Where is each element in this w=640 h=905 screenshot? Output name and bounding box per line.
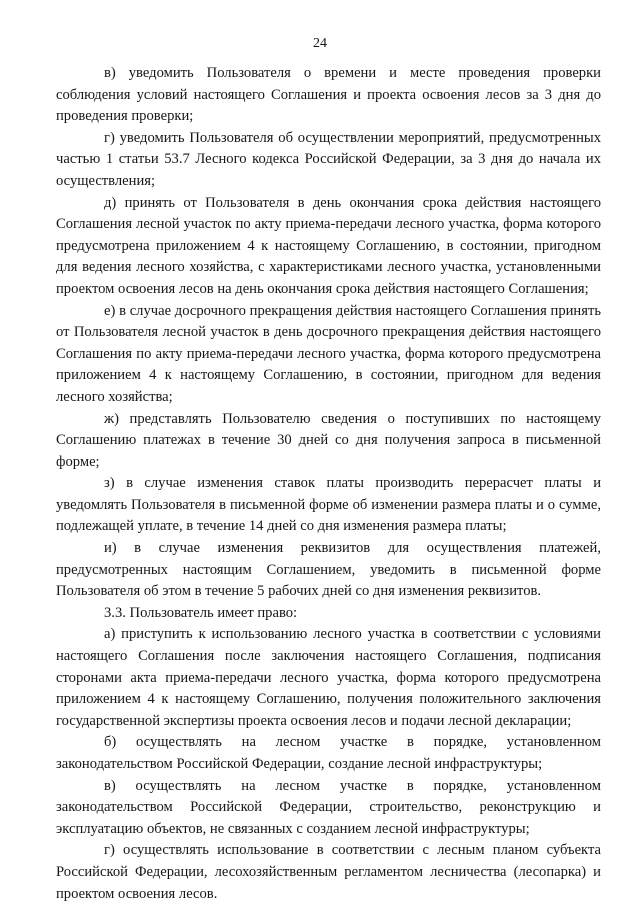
paragraph-z-recalculate-payment: з) в случае изменения ставок платы производить перерасчет платы и уведомлять Пользователя в письменной форме об изменении размера платы и о сумме, подлежащей уплате, в течение 14 дней со дня изменения размера платы;	[56, 475, 601, 535]
paragraph-d-accept-plot-end-term: д) принять от Пользователя в день окончания срока действия настоящего Соглашения лесной участок по акту приема-передачи лесного участка, форма которого предусмотрена приложением 4 к настоящему Соглашению, в состоянии, пригодном для ведения лесного хозяйства, с характеристиками лесного участка, установленными проектом освоения лесов на день окончания срока действия настоящего Соглашения;	[56, 194, 601, 297]
paragraph-b-forest-infrastructure: б) осуществлять на лесном участке в порядке, установленном законодательством Российской Федерации, создание лесной инфраструктуры;	[56, 734, 601, 772]
paragraph-i-change-requisites: и) в случае изменения реквизитов для осуществления платежей, предусмотренных настоящим Соглашением, уведомить в письменной форме Пользователя об этом в течение 5 рабочих дней со дня изменения реквизитов.	[56, 540, 601, 600]
paragraph-a-start-use: а) приступить к использованию лесного участка в соответствии с условиями настоящего Соглашения после заключения настоящего Соглашения, подписания сторонами акта приема-передачи лесного участка, форма которого предусмотрена приложением 4 к настоящему Соглашению, получения положительного заключения государственной экспертизы проекта освоения лесов и подачи лесной декларации;	[56, 626, 601, 729]
document-body	[56, 63, 601, 905]
page-number: 24	[313, 36, 327, 51]
paragraph-e-accept-plot-early-termination: е) в случае досрочного прекращения действия настоящего Соглашения принять от Пользователя лесной участок в день досрочного прекращения действия настоящего Соглашения по акту приема-передачи лесного участка, форма которого предусмотрена приложением 4 к настоящему Соглашению, в состоянии, пригодном для ведения лесного хозяйства;	[56, 302, 601, 405]
paragraph-zh-payment-info: ж) представлять Пользователю сведения о поступивших по настоящему Соглашению платежах в течение 30 дней со дня получения запроса в письменной форме;	[56, 410, 601, 470]
paragraph-v-notify-inspection: в) уведомить Пользователя о времени и месте проведения проверки соблюдения условий настоящего Соглашения и проекта освоения лесов за 3 дня до проведения проверки;	[56, 65, 601, 125]
paragraph-g-use-per-plan: г) осуществлять использование в соответствии с лесным планом субъекта Российской Федерации, лесохозяйственным регламентом лесничества (лесопарка) и проектом освоения лесов.	[56, 842, 601, 902]
paragraph-v-construction: в) осуществлять на лесном участке в порядке, установленном законодательством Российской Федерации, строительство, реконструкцию и эксплуатацию объектов, не связанных с созданием лесной инфраструктуры;	[56, 777, 601, 837]
section-3-3-heading: 3.3. Пользователь имеет право:	[104, 604, 298, 621]
paragraph-g-notify-measures: г) уведомить Пользователя об осуществлении мероприятий, предусмотренных частью 1 статьи 53.7 Лесного кодекса Российской Федерации, за 3 дня до начала их осуществления;	[56, 129, 601, 189]
